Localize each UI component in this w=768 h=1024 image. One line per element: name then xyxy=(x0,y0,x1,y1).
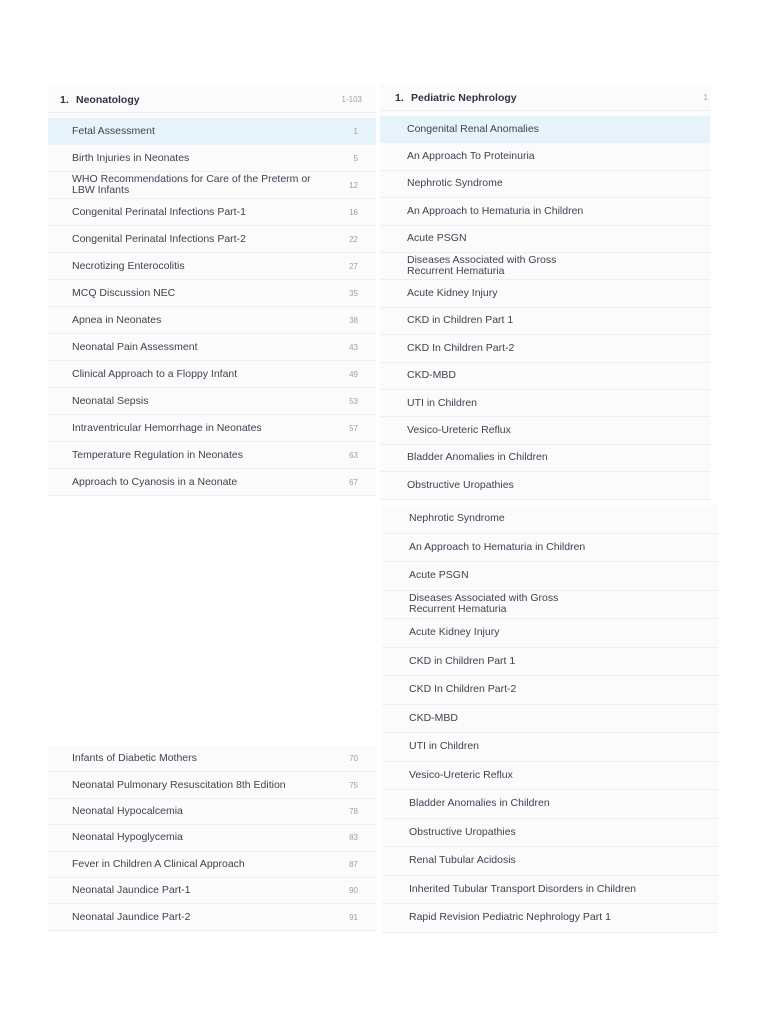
chapter-header-nephrology[interactable] xyxy=(380,85,710,111)
chapter-page-range: 1 xyxy=(703,93,708,102)
toc-item-title: Fever in Children A Clinical Approach xyxy=(72,857,245,870)
toc-item-title: Necrotizing Enterocolitis xyxy=(72,259,185,272)
toc-item-title: Clinical Approach to a Floppy Infant xyxy=(72,367,238,380)
toc-item[interactable] xyxy=(48,307,376,334)
toc-item-title: Nephrotic Syndrome xyxy=(407,177,503,190)
toc-item[interactable] xyxy=(48,334,376,361)
chapter-title: Neonatology xyxy=(76,93,140,106)
toc-item-page: 67 xyxy=(349,477,358,487)
toc-item[interactable] xyxy=(380,171,710,198)
toc-item-page: 5 xyxy=(353,153,358,163)
toc-item-title: CKD In Children Part-2 xyxy=(407,341,515,354)
toc-item-title: Acute Kidney Injury xyxy=(409,626,500,639)
toc-item[interactable] xyxy=(382,648,718,677)
toc-item[interactable] xyxy=(48,878,376,904)
toc-item[interactable] xyxy=(380,143,710,170)
toc-item[interactable] xyxy=(48,746,376,772)
toc-item-title: Congenital Perinatal Infections Part-2 xyxy=(72,232,246,245)
toc-item[interactable] xyxy=(48,772,376,798)
toc-item-page: 49 xyxy=(349,369,358,379)
toc-item-title: An Approach To Proteinuria xyxy=(407,150,535,163)
neonatology-contents-continued xyxy=(48,746,376,932)
toc-item-title: Apnea in Neonates xyxy=(72,313,162,326)
neonatology-contents xyxy=(48,87,376,495)
toc-item-title: Fetal Assessment xyxy=(72,124,155,137)
toc-item[interactable] xyxy=(380,308,710,335)
toc-item[interactable] xyxy=(48,469,376,496)
toc-item-title: Acute PSGN xyxy=(407,232,467,245)
nephrology-contents xyxy=(380,85,710,500)
chapter-number: 1. xyxy=(60,93,69,106)
chapter-header-neonatology[interactable] xyxy=(48,87,376,113)
toc-item-title: Neonatal Hypocalcemia xyxy=(72,804,183,817)
toc-item-page: 78 xyxy=(349,806,358,816)
toc-item[interactable] xyxy=(380,280,710,307)
toc-item-title: WHO Recommendations for Care of the Preterm or LBW Infants xyxy=(72,173,311,196)
toc-item[interactable] xyxy=(48,442,376,469)
toc-item-title: CKD in Children Part 1 xyxy=(407,314,514,327)
toc-item-title: Neonatal Hypoglycemia xyxy=(72,831,183,844)
toc-item-title: UTI in Children xyxy=(409,740,480,753)
toc-item-title: Renal Tubular Acidosis xyxy=(409,854,516,867)
toc-item[interactable] xyxy=(382,619,718,648)
toc-item[interactable] xyxy=(380,226,710,253)
toc-item-page: 38 xyxy=(349,315,358,325)
toc-item[interactable] xyxy=(382,705,718,734)
toc-item-title: An Approach to Hematuria in Children xyxy=(407,204,584,217)
toc-item-highlighted[interactable] xyxy=(380,116,710,143)
toc-item[interactable] xyxy=(380,390,710,417)
toc-item-title: Diseases Associated with Gross Recurrent Hematuria xyxy=(407,254,557,278)
toc-item[interactable] xyxy=(382,790,718,819)
toc-item-title: Neonatal Jaundice Part-2 xyxy=(72,910,191,923)
nephrology-contents-continued xyxy=(382,505,718,932)
toc-item-title: Bladder Anomalies in Children xyxy=(409,797,550,810)
toc-item-title: Neonatal Jaundice Part-1 xyxy=(72,884,191,897)
toc-item[interactable] xyxy=(380,363,710,390)
toc-item[interactable] xyxy=(382,904,718,933)
toc-item-page: 83 xyxy=(349,833,358,843)
toc-item-page: 91 xyxy=(349,912,358,922)
toc-item-title: Approach to Cyanosis in a Neonate xyxy=(72,475,238,488)
toc-item-title: Nephrotic Syndrome xyxy=(409,512,505,525)
toc-item-page: 16 xyxy=(349,207,358,217)
toc-item-title: Congenital Perinatal Infections Part-1 xyxy=(72,205,246,218)
toc-item-title: Rapid Revision Pediatric Nephrology Part 1 xyxy=(409,911,611,924)
toc-item[interactable] xyxy=(382,534,718,563)
toc-item[interactable] xyxy=(48,172,376,199)
chapter-title: Pediatric Nephrology xyxy=(411,91,517,104)
toc-item[interactable] xyxy=(382,847,718,876)
toc-item[interactable] xyxy=(382,762,718,791)
toc-item[interactable] xyxy=(48,852,376,878)
toc-item-title: Congenital Renal Anomalies xyxy=(407,122,539,135)
toc-item-title: MCQ Discussion NEC xyxy=(72,286,176,299)
toc-item-page: 75 xyxy=(349,780,358,790)
toc-item[interactable] xyxy=(48,226,376,253)
toc-item-title: UTI in Children xyxy=(407,396,478,409)
toc-item-highlighted[interactable] xyxy=(48,118,376,145)
toc-item-page: 22 xyxy=(349,234,358,244)
toc-item-page: 43 xyxy=(349,342,358,352)
toc-item[interactable] xyxy=(48,904,376,930)
toc-item[interactable] xyxy=(48,280,376,307)
toc-item[interactable] xyxy=(48,145,376,172)
chapter-page-range: 1-103 xyxy=(341,95,362,104)
toc-item-title: Intraventricular Hemorrhage in Neonates xyxy=(72,421,262,434)
toc-item[interactable] xyxy=(380,445,710,472)
toc-item-page: 27 xyxy=(349,261,358,271)
toc-item[interactable] xyxy=(380,417,710,444)
toc-item-title: CKD-MBD xyxy=(407,369,456,382)
toc-item[interactable] xyxy=(380,198,710,225)
toc-item-title: Infants of Diabetic Mothers xyxy=(72,752,197,765)
toc-item[interactable] xyxy=(382,876,718,905)
toc-item-title: Obstructive Uropathies xyxy=(407,478,514,491)
toc-item[interactable] xyxy=(380,335,710,362)
toc-item-title: Vesico-Ureteric Reflux xyxy=(409,768,513,781)
toc-item[interactable] xyxy=(382,562,718,591)
toc-item-page: 53 xyxy=(349,396,358,406)
toc-item-title: Obstructive Uropathies xyxy=(409,825,516,838)
toc-item-page: 57 xyxy=(349,423,358,433)
toc-item[interactable] xyxy=(382,591,718,620)
toc-item-page: 90 xyxy=(349,886,358,896)
toc-item-title: Acute Kidney Injury xyxy=(407,287,498,300)
toc-item-title: CKD in Children Part 1 xyxy=(409,654,516,667)
toc-item[interactable] xyxy=(380,253,710,280)
toc-item[interactable] xyxy=(380,472,710,499)
toc-item-title: Temperature Regulation in Neonates xyxy=(72,448,244,461)
toc-item[interactable] xyxy=(48,415,376,442)
toc-item-title: Neonatal Sepsis xyxy=(72,394,149,407)
toc-item[interactable] xyxy=(48,253,376,280)
chapter-number: 1. xyxy=(395,91,404,104)
toc-item-title: Bladder Anomalies in Children xyxy=(407,451,548,464)
toc-item[interactable] xyxy=(48,825,376,851)
toc-item-page: 1 xyxy=(353,126,358,136)
toc-item[interactable] xyxy=(48,799,376,825)
toc-item-page: 35 xyxy=(349,288,358,298)
toc-item[interactable] xyxy=(48,199,376,226)
toc-item-title: Vesico-Ureteric Reflux xyxy=(407,424,511,437)
toc-item-page: 63 xyxy=(349,450,358,460)
toc-item-page: 87 xyxy=(349,859,358,869)
toc-item-title: An Approach to Hematuria in Children xyxy=(409,540,586,553)
toc-item-title: Acute PSGN xyxy=(409,569,469,582)
toc-item[interactable] xyxy=(382,505,718,534)
toc-item[interactable] xyxy=(382,819,718,848)
toc-item[interactable] xyxy=(48,361,376,388)
toc-item-title: Diseases Associated with Gross Recurrent Hematuria xyxy=(409,592,559,616)
toc-item-title: Inherited Tubular Transport Disorders in Children xyxy=(409,882,637,895)
toc-item-page: 12 xyxy=(349,180,358,190)
toc-item[interactable] xyxy=(382,733,718,762)
toc-item-title: CKD-MBD xyxy=(409,711,458,724)
toc-item-title: Neonatal Pulmonary Resuscitation 8th Edition xyxy=(72,778,286,791)
toc-item-title: CKD In Children Part-2 xyxy=(409,683,517,696)
toc-item[interactable] xyxy=(382,676,718,705)
toc-item[interactable] xyxy=(48,388,376,415)
toc-item-title: Birth Injuries in Neonates xyxy=(72,151,190,164)
toc-item-title: Neonatal Pain Assessment xyxy=(72,340,198,353)
toc-item-page: 70 xyxy=(349,754,358,764)
